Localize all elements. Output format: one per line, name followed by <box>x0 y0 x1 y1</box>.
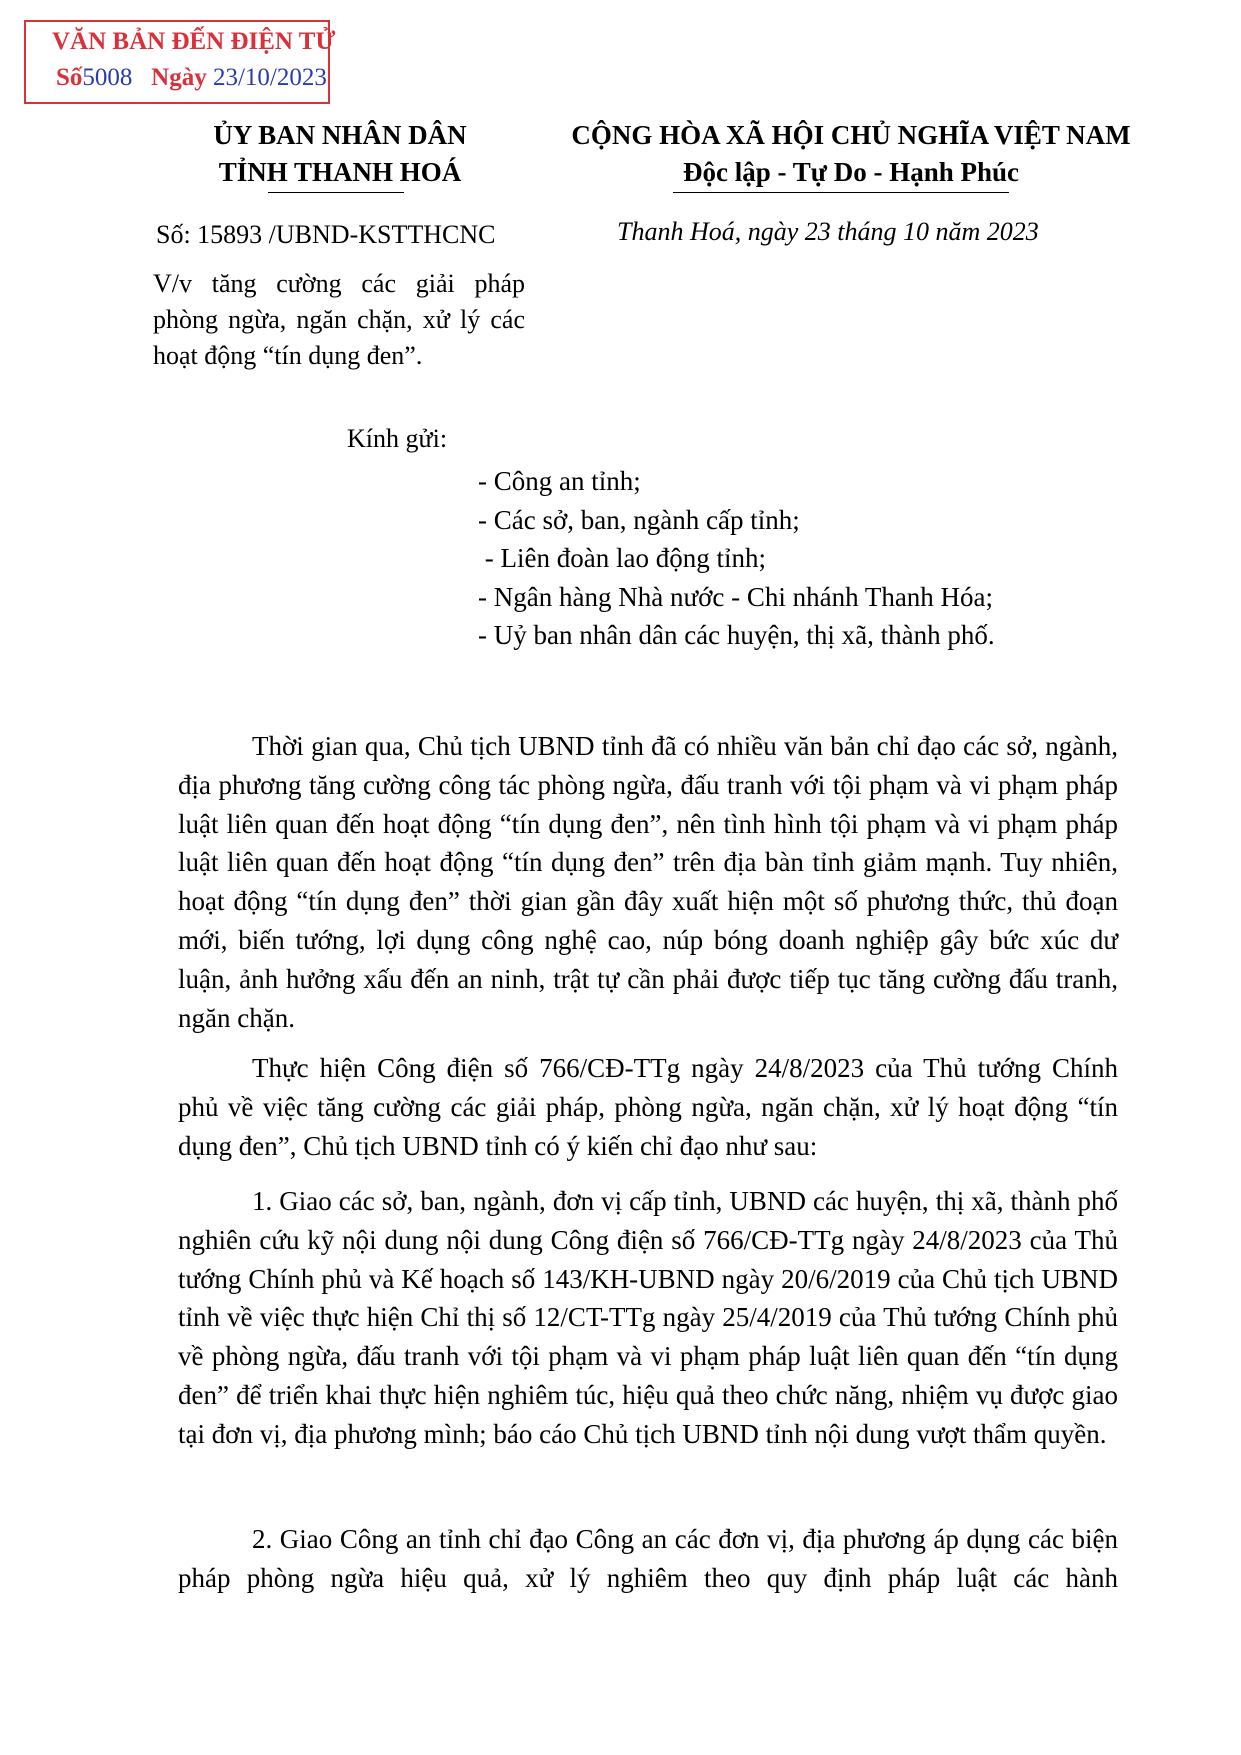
stamp-number-label: Số <box>56 64 83 91</box>
document-number: Số: 15893 /UBND-KSTTHCNC <box>156 220 496 249</box>
stamp-number-date <box>56 64 327 92</box>
issuer-line-1: ỦY BAN NHÂN DÂN <box>213 120 467 150</box>
stamp-date-value: 23/10/2023 <box>212 64 327 91</box>
issuer-underline <box>268 192 404 193</box>
incoming-document-stamp <box>24 20 336 104</box>
greeting: Kính gửi: <box>347 424 448 453</box>
motto-underline <box>673 192 1009 193</box>
stamp-date-label: Ngày <box>151 64 207 91</box>
national-motto: Độc lập - Tự Do - Hạnh Phúc <box>683 157 1019 187</box>
national-title: CỘNG HÒA XÃ HỘI CHỦ NGHĨA VIỆT NAM <box>571 120 1131 150</box>
document-subject: V/v tăng cường các giải pháp phòng ngừa, ngăn chặn, xử lý các hoạt động “tín dụng đen”. <box>153 269 525 370</box>
recipient-item: - Uỷ ban nhân dân các huyện, thị xã, thành phố. <box>478 620 995 651</box>
body-paragraph <box>178 1049 1118 1165</box>
body-paragraph <box>178 727 1118 1037</box>
recipient-list <box>478 462 995 655</box>
paragraph-text: 1. Giao các sở, ban, ngành, đơn vị cấp tỉnh, UBND các huyện, thị xã, thành phố nghiên cứu kỹ nội dung nội dung Công điện số 766/CĐ-TTg ngày 24/8/2023 của Thủ tướng Chính phủ và Kế hoạch số 143/KH-UBND ngày 20/6/2019 của Chủ tịch UBND tỉnh về việc thực hiện Chỉ thị số 12/CT-TTg ngày 25/4/2019 của Thủ tướng Chính phủ về phòng ngừa, đấu tranh với tội phạm và vi phạm pháp luật liên quan đến “tín dụng đen” để triển khai thực hiện nghiêm túc, hiệu quả theo chức năng, nhiệm vụ được giao tại đơn vị, địa phương mình; báo cáo Chủ tịch UBND tỉnh nội dung vượt thẩm quyền. <box>178 1186 1118 1449</box>
issuer-line-2: TỈNH THANH HOÁ <box>218 157 462 187</box>
recipient-item: - Các sở, ban, ngành cấp tỉnh; <box>478 504 800 535</box>
recipient-item: - Ngân hàng Nhà nước - Chi nhánh Thanh Hóa; <box>478 581 994 612</box>
recipient-item: - Liên đoàn lao động tỉnh; <box>478 543 766 574</box>
place-and-date: Thanh Hoá, ngày 23 tháng 10 năm 2023 <box>617 217 1039 246</box>
stamp-title: VĂN BẢN ĐẾN ĐIỆN TỬ <box>52 28 336 55</box>
stamp-number-value: 5008 <box>82 64 133 91</box>
paragraph-text: 2. Giao Công an tỉnh chỉ đạo Công an các đơn vị, địa phương áp dụng các biện pháp phòng ngừa hiệu quả, xử lý nghiêm theo quy định pháp luật các hành <box>178 1524 1118 1593</box>
body-paragraph <box>178 1520 1118 1598</box>
body-paragraph <box>178 1182 1118 1454</box>
recipient-item: - Công an tỉnh; <box>478 466 641 496</box>
paragraph-text: Thực hiện Công điện số 766/CĐ-TTg ngày 24/8/2023 của Thủ tướng Chính phủ về việc tăng cường các giải pháp, phòng ngừa, ngăn chặn, xử lý hoạt động “tín dụng đen”, Chủ tịch UBND tỉnh có ý kiến chỉ đạo như sau: <box>178 1053 1118 1161</box>
paragraph-text: Thời gian qua, Chủ tịch UBND tỉnh đã có nhiều văn bản chỉ đạo các sở, ngành, địa phương tăng cường công tác phòng ngừa, đấu tranh với tội phạm và vi phạm pháp luật liên quan đến hoạt động “tín dụng đen”, nên tình hình tội phạm và vi phạm pháp luật liên quan đến hoạt động “tín dụng đen” trên địa bàn tỉnh giảm mạnh. Tuy nhiên, hoạt động “tín dụng đen” thời gian gần đây xuất hiện một số phương thức, thủ đoạn mới, biến tướng, lợi dụng công nghệ cao, núp bóng doanh nghiệp gây bức xúc dư luận, ảnh hưởng xấu đến an ninh, trật tự cần phải được tiếp tục tăng cường đấu tranh, ngăn chặn. <box>178 731 1118 1033</box>
